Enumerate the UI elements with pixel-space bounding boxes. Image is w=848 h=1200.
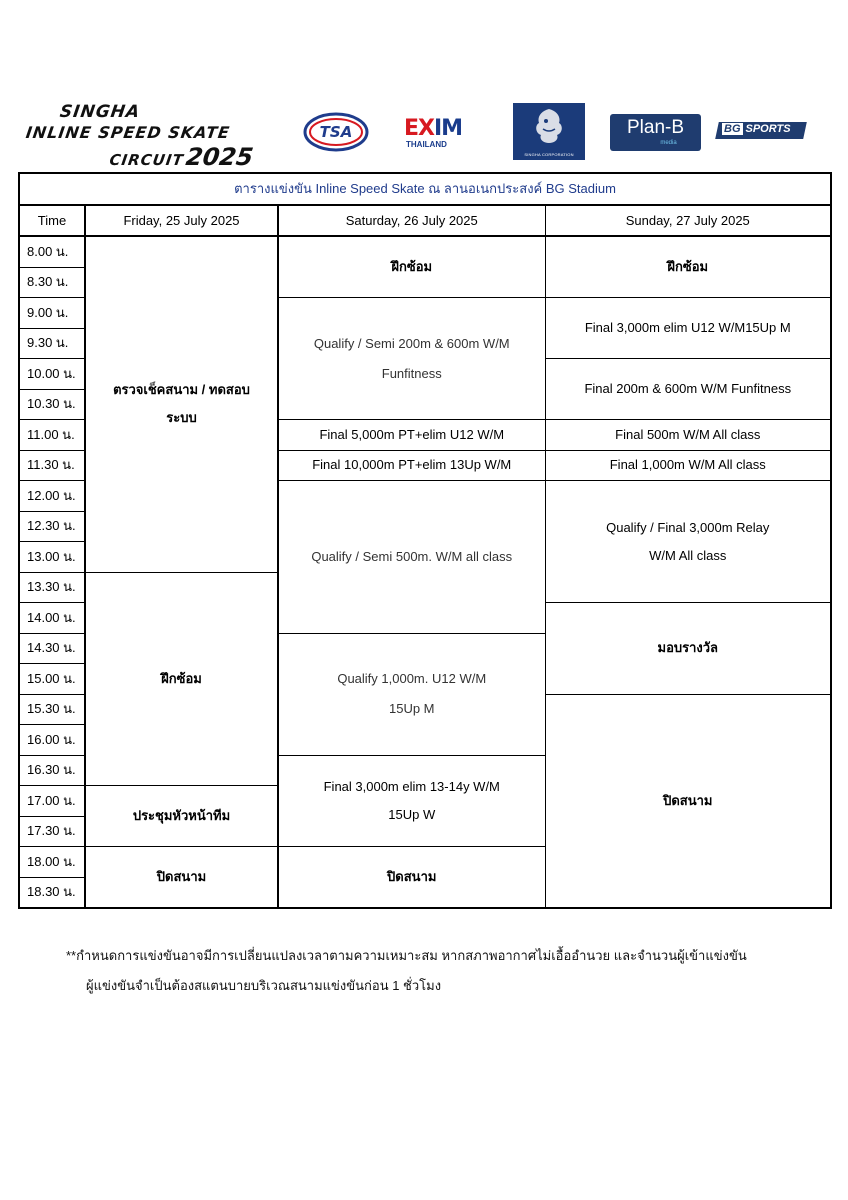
time-cell: 9.30 น. bbox=[19, 328, 85, 359]
exim-wordmark: EXIM bbox=[404, 116, 463, 141]
sun-final-500: Final 500m W/M All class bbox=[545, 420, 831, 451]
sun-practice: ฝึกซ้อม bbox=[545, 236, 831, 298]
bg-sports-logo bbox=[717, 122, 807, 142]
time-cell: 16.00 น. bbox=[19, 725, 85, 756]
planb-wordmark: Plan-B bbox=[626, 117, 685, 138]
sun-final-200-600: Final 200m & 600m W/M Funfitness bbox=[545, 359, 831, 420]
event-logo-year: 2025 bbox=[184, 143, 255, 171]
table-row bbox=[19, 236, 831, 267]
singha-lion-icon bbox=[513, 103, 585, 151]
time-cell: 12.00 น. bbox=[19, 481, 85, 512]
time-cell: 13.30 น. bbox=[19, 572, 85, 603]
fri-check-field bbox=[85, 236, 278, 572]
sat-qualify-semi-200-600-text: Qualify / Semi 200m & 600m W/M Funfitness bbox=[313, 335, 510, 381]
header-sunday: Sunday, 27 July 2025 bbox=[545, 205, 831, 236]
time-cell: 18.00 น. bbox=[19, 847, 85, 878]
time-cell: 18.30 น. bbox=[19, 877, 85, 908]
event-logo-line1: SINGHA bbox=[58, 102, 142, 122]
time-cell: 13.00 น. bbox=[19, 542, 85, 573]
time-cell: 8.30 น. bbox=[19, 267, 85, 298]
planb-media-logo bbox=[610, 114, 701, 151]
fri-team-meeting: ประชุมหัวหน้าทีม bbox=[85, 786, 278, 847]
time-cell: 17.00 น. bbox=[19, 786, 85, 817]
sat-closed: ปิดสนาม bbox=[278, 847, 545, 909]
sun-final-3000: Final 3,000m elim U12 W/M15Up M bbox=[545, 298, 831, 359]
event-logo bbox=[24, 98, 264, 171]
time-cell: 9.00 น. bbox=[19, 298, 85, 329]
footnote-line1: **กำหนดการแข่งขันอาจมีการเปลี่ยนแปลงเวลาตามความเหมาะสม หากสภาพอากาศไม่เอื้ออำนวย และจำนวนผู้เข้าแข่งขัน bbox=[66, 948, 747, 963]
bg-wordmark: BG bbox=[724, 123, 741, 135]
tsa-logo-text: TSA bbox=[319, 123, 353, 141]
event-logo-line2: INLINE SPEED SKATE bbox=[24, 123, 232, 142]
fri-practice: ฝึกซ้อม bbox=[85, 572, 278, 786]
singha-caption: SINGHA CORPORATION bbox=[524, 152, 574, 157]
table-header-row bbox=[19, 205, 831, 236]
time-cell: 10.00 น. bbox=[19, 359, 85, 390]
time-cell: 15.00 น. bbox=[19, 664, 85, 695]
sat-final-3000 bbox=[278, 755, 545, 847]
exim-sub: THAILAND bbox=[406, 140, 447, 149]
singha-corporation-logo bbox=[513, 103, 585, 160]
time-cell: 8.00 น. bbox=[19, 236, 85, 267]
time-cell: 16.30 น. bbox=[19, 755, 85, 786]
tsa-logo bbox=[303, 112, 369, 152]
header-time: Time bbox=[19, 205, 85, 236]
time-cell: 14.30 น. bbox=[19, 633, 85, 664]
schedule-table bbox=[18, 172, 832, 909]
sun-relay-text: Qualify / Final 3,000m Relay W/M All class bbox=[606, 519, 770, 563]
sun-final-1000: Final 1,000m W/M All class bbox=[545, 450, 831, 481]
sun-relay bbox=[545, 481, 831, 603]
footnote bbox=[66, 941, 806, 1001]
sat-final-10000: Final 10,000m PT+elim 13Up W/M bbox=[278, 450, 545, 481]
header-friday: Friday, 25 July 2025 bbox=[85, 205, 278, 236]
fri-check-field-text: ตรวจเช็คสนาม / ทดสอบระบบ bbox=[113, 382, 250, 426]
exim-logo bbox=[404, 118, 482, 152]
sat-practice: ฝึกซ้อม bbox=[278, 236, 545, 298]
time-cell: 12.30 น. bbox=[19, 511, 85, 542]
time-cell: 10.30 น. bbox=[19, 389, 85, 420]
table-title-row bbox=[19, 173, 831, 205]
sat-qualify-semi-200-600 bbox=[278, 298, 545, 420]
sat-qualify-1000 bbox=[278, 633, 545, 755]
time-cell: 11.00 น. bbox=[19, 420, 85, 451]
event-logo-line3 bbox=[108, 143, 255, 171]
time-cell: 14.00 น. bbox=[19, 603, 85, 634]
sun-closed: ปิดสนาม bbox=[545, 694, 831, 908]
time-cell: 17.30 น. bbox=[19, 816, 85, 847]
tsa-emblem-icon bbox=[303, 112, 369, 152]
sat-final-5000: Final 5,000m PT+elim U12 W/M bbox=[278, 420, 545, 451]
time-cell: 15.30 น. bbox=[19, 694, 85, 725]
footnote-line2: ผู้แข่งขันจำเป็นต้องสแตนบายบริเวณสนามแข่งขันก่อน 1 ชั่วโมง bbox=[86, 978, 442, 993]
event-logo-circuit: CIRCUIT bbox=[108, 151, 185, 169]
time-cell: 11.30 น. bbox=[19, 450, 85, 481]
sun-awards: มอบรางวัล bbox=[545, 603, 831, 695]
fri-closed: ปิดสนาม bbox=[85, 847, 278, 909]
table-title: ตารางแข่งขัน Inline Speed Skate ณ ลานอเนกประสงค์ BG Stadium bbox=[19, 173, 831, 205]
sat-final-3000-text: Final 3,000m elim 13-14y W/M 15Up W bbox=[323, 778, 500, 822]
sat-qualify-1000-text: Qualify 1,000m. U12 W/M 15Up M bbox=[337, 671, 487, 716]
planb-sub: media bbox=[660, 140, 677, 146]
header-saturday: Saturday, 26 July 2025 bbox=[278, 205, 545, 236]
sat-qualify-semi-500: Qualify / Semi 500m. W/M all class bbox=[278, 481, 545, 634]
bg-sports-text: SPORTS bbox=[745, 123, 791, 135]
